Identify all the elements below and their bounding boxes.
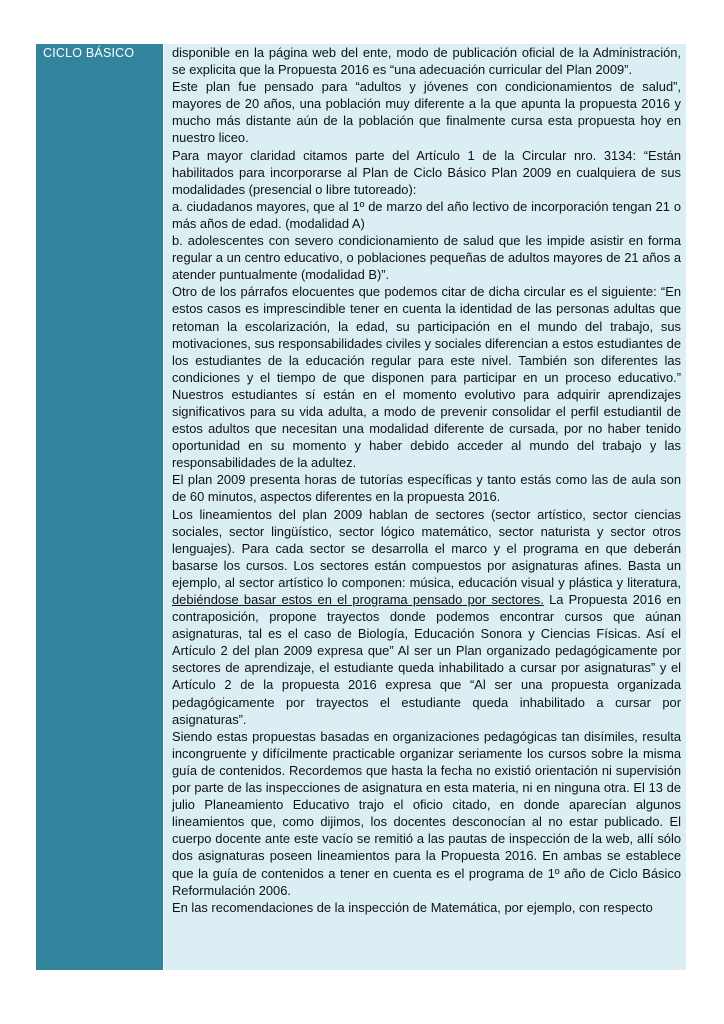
paragraph: Para mayor claridad citamos parte del Artículo 1 de la Circular nro. 3134: “Están habilitados para incorporarse al Plan de Ciclo Básico Plan 2009 en cualquiera de sus modalidades (presencial o libre tutoreado):: [172, 147, 681, 197]
content-cell: [164, 44, 686, 970]
section-label: CICLO BÁSICO: [43, 46, 135, 60]
paragraph: Otro de los párrafos elocuentes que podemos citar de dicha circular es el siguiente: “En estos casos es imprescindible tener en cuenta la identidad de las personas adultas que retoman la escolarización, la edad, su participación en el mundo del trabajo, sus motivaciones, sus responsabilidades civiles y sociales diferencian a estos estudiantes de los estudiantes de la educación regular para este nivel. También son diferentes las condiciones y el tiempo de que disponen para participar en un proceso educativo.” Nuestros estudiantes sí están en el momento evolutivo para adquirir aprendizajes significativos para su vida adulta, a modo de prevenir consolidar el perfil estudiantil de estos adultos que necesitan una modalidad diferente de cursada, por no haber tenido oportunidad en su momento y haber debido acceder al mundo del trabajo y las responsabilidades de la adultez.: [172, 284, 681, 471]
list-item-b: b. adolescentes con severo condicionamiento de salud que les impide asistir en forma regular a un centro educativo, o poblaciones pequeñas de adultos mayores de 21 años a atender puntualmente (modalidad B)”.: [172, 233, 681, 283]
sectors-paragraph: [172, 506, 681, 728]
paragraph: Siendo estas propuestas basadas en organizaciones pedagógicas tan disímiles, resulta incongruente y difícilmente practicable organizar seriamente los cursos sobre la misma guía de contenidos. Recordemos que hasta la fecha no existió orientación ni supervisión por parte de las inspecciones de asignatura en esta materia, ni en ninguna otra. El 13 de julio Planeamiento Educativo trajo el oficio citado, en donde aparecían algunos lineamientos que, como dijimos, los docentes desconocían al no estar publicado. El cuerpo docente ante este vacío se remitió a las pautas de inspección de la web, allí sólo dos asignaturas poseen lineamientos para la Propuesta 2016. En ambas se establece que la guía de contenidos a tener en cuenta es el programa de 1º año de Ciclo Básico Reformulación 2006.: [172, 728, 681, 898]
paragraph: disponible en la página web del ente, modo de publicación oficial de la Administración, se explicita que la Propuesta 2016 es “una adecuación curricular del Plan 2009”.: [172, 45, 681, 78]
underlined-text: debiéndose basar estos en el programa pensado por sectores.: [172, 592, 544, 607]
paragraph: Este plan fue pensado para “adultos y jóvenes con condicionamientos de salud”, mayores de 20 años, una población muy diferente a la que apunta la propuesta 2016 y mucho más distante aún de la población que finalmente cursa esta propuesta hoy en nuestro liceo.: [172, 79, 681, 146]
content-text: [164, 44, 686, 916]
sectors-text-after: La Propuesta 2016 en contraposición, propone trayectos donde podemos encontrar cursos que aúnan asignaturas, tal es el caso de Biología, Educación Sonora y Ciencias Físicas. Así el Artículo 2 del plan 2009 expresa que” Al ser un Plan organizado pedagógicamente por sectores de aprendizaje, el estudiante queda inhabilitado a cursar por asignaturas” y el Artículo 2 de la propuesta 2016 expresa que “Al ser una propuesta organizada pedagógicamente por trayectos el estudiante queda inhabilitado a cursar por asignaturas”.: [172, 592, 681, 727]
paragraph: En las recomendaciones de la inspección de Matemática, por ejemplo, con respecto: [172, 899, 653, 915]
list-item-a: a. ciudadanos mayores, que al 1º de marzo del año lectivo de incorporación tengan 21 o más años de edad. (modalidad A): [172, 198, 681, 231]
paragraph: El plan 2009 presenta horas de tutorías específicas y tanto estás como las de aula son de 60 minutos, aspectos diferentes en la propuesta 2016.: [172, 472, 681, 505]
section-sidebar: [36, 44, 163, 970]
sectors-text-before: Los lineamientos del plan 2009 hablan de sectores (sector artístico, sector ciencias sociales, sector lingüístico, sector lógico matemático, sector naturista y sector otros lenguajes). Para cada sector se desarrolla el marco y el programa en que deberán basarse los cursos. Los sectores están compuestos por asignaturas afines. Basta un ejemplo, al sector artístico lo componen: música, educación visual y plástica y literatura,: [172, 506, 681, 590]
